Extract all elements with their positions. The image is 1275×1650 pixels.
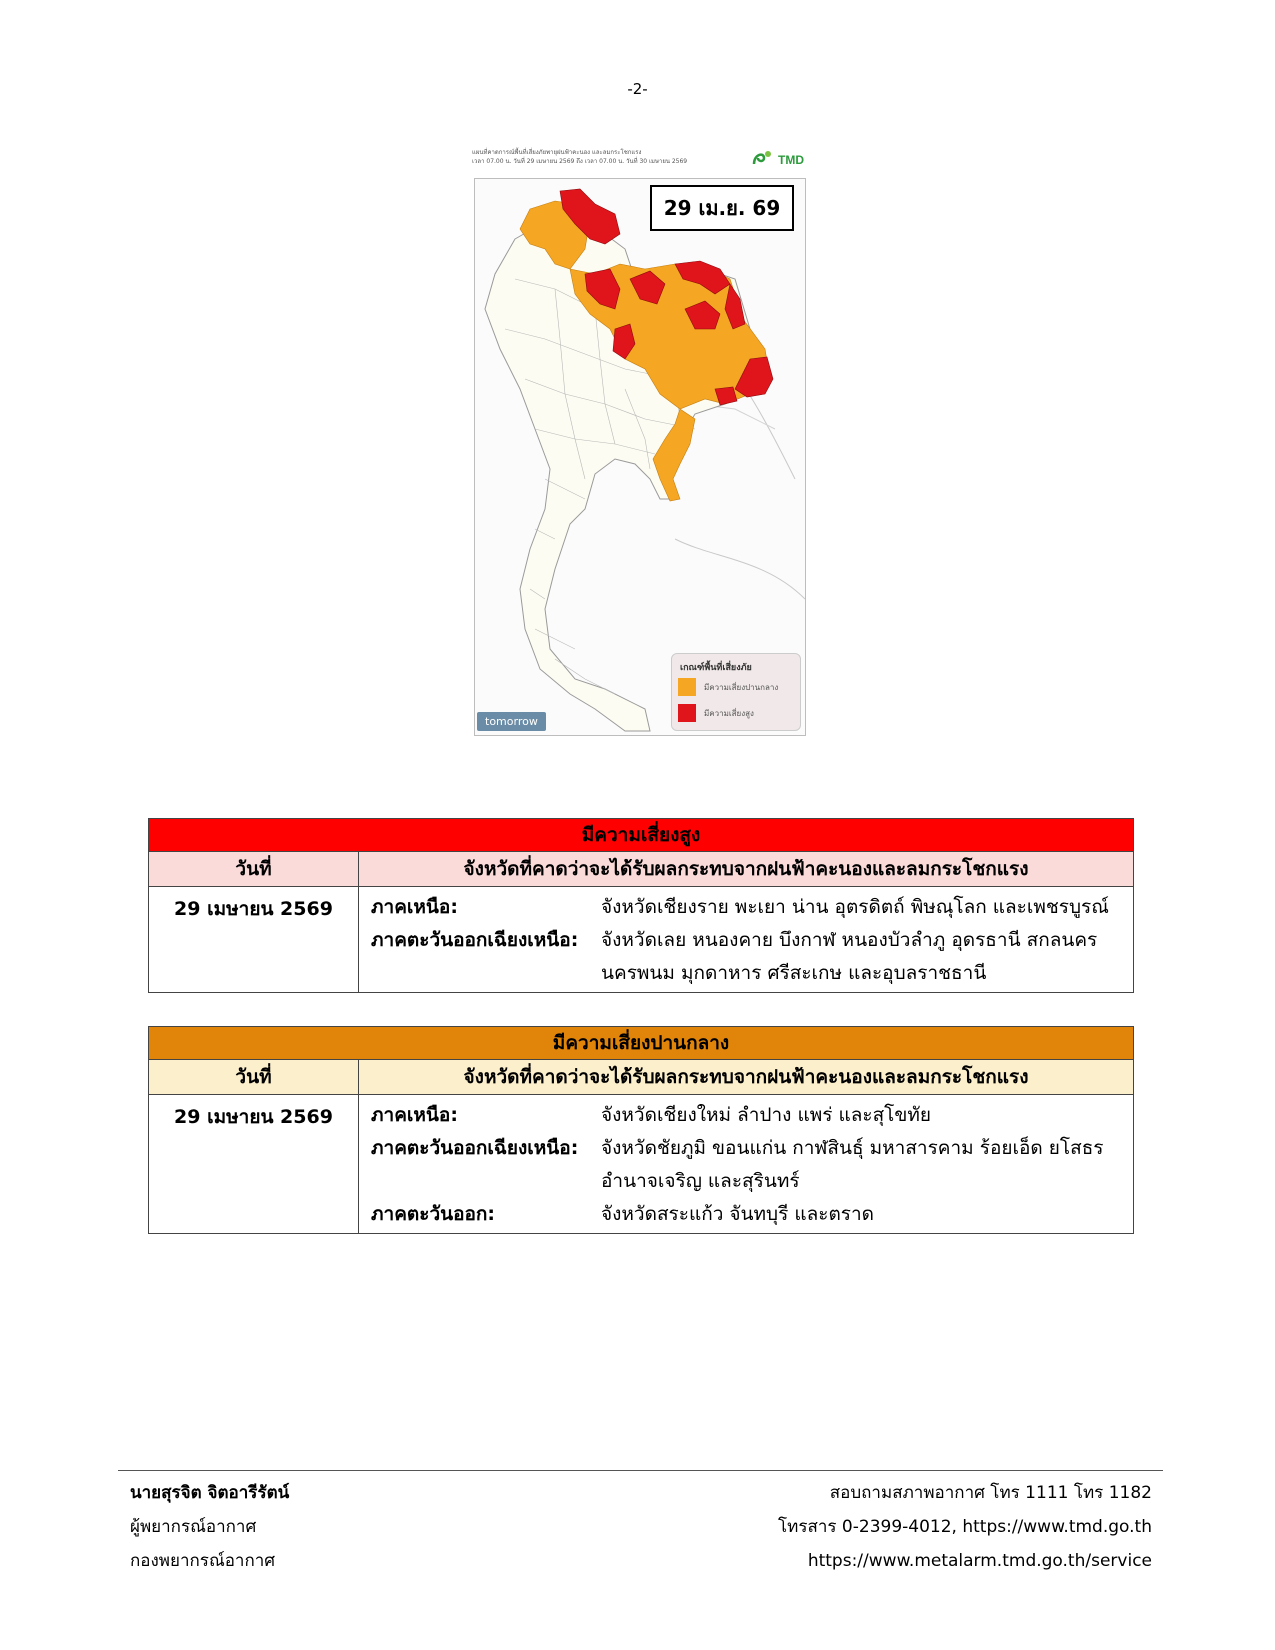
- legend-label-high: มีความเสี่ยงสูง: [704, 708, 754, 718]
- region-provinces: นครพนม มุกดาหาร ศรีสะเกษ และอุบลราชธานี: [601, 962, 987, 984]
- map-date-label: 29 เม.ย. 69: [650, 185, 794, 231]
- region-row: [359, 1165, 1133, 1198]
- legend-swatch-high: [678, 704, 696, 722]
- region-provinces: จังหวัดชัยภูมิ ขอนแก่น กาฬสินธุ์ มหาสารคาม ร้อยเอ็ด ยโสธร: [601, 1137, 1104, 1159]
- region-row: [359, 1132, 1133, 1165]
- tmd-logo-text: TMD: [778, 153, 804, 167]
- high-risk-regions: [359, 887, 1134, 993]
- region-name: ภาคตะวันออก:: [371, 1203, 496, 1225]
- region-row: [359, 924, 1133, 957]
- map-header: [472, 148, 742, 166]
- footer-divider: [118, 1470, 1163, 1471]
- region-name: ภาคตะวันออกเฉียงเหนือ:: [371, 1137, 579, 1159]
- region-name: ภาคเหนือ:: [371, 1104, 458, 1126]
- legend-item-high: [678, 704, 754, 722]
- map-header-line2: เวลา 07.00 น. วันที่ 29 เมษายน 2569 ถึง เวลา 07.00 น. วันที่ 30 เมษายน 2569: [472, 158, 688, 165]
- region-provinces: อำนาจเจริญ และสุรินทร์: [601, 1170, 800, 1192]
- map-header-line1: แผนที่คาดการณ์พื้นที่เสี่ยงภัยพายุฝนฟ้าคะนอง และลมกระโชกแรง: [472, 149, 642, 156]
- region-row: [359, 1099, 1133, 1132]
- forecaster-name: นายสุรจิต จิตอารีรัตน์: [130, 1483, 290, 1503]
- forecaster-position: ผู้พยากรณ์อากาศ: [130, 1517, 257, 1537]
- footer-signature: [130, 1476, 289, 1578]
- contact-fax-website[interactable]: โทรสาร 0-2399-4012, https://www.tmd.go.th: [778, 1517, 1152, 1537]
- forecaster-division: กองพยากรณ์อากาศ: [130, 1551, 276, 1571]
- medium-risk-col-date: วันที่: [149, 1060, 359, 1095]
- region-row: [359, 891, 1133, 924]
- legend-title: เกณฑ์พื้นที่เสี่ยงภัย: [680, 663, 752, 673]
- legend-item-medium: [678, 678, 778, 696]
- medium-risk-date: 29 เมษายน 2569: [149, 1095, 359, 1234]
- region-provinces: จังหวัดเลย หนองคาย บึงกาฬ หนองบัวลำภู อุดรธานี สกลนคร: [601, 929, 1098, 951]
- region-provinces: จังหวัดเชียงราย พะเยา น่าน อุตรดิตถ์ พิษณุโลก และเพชรบูรณ์: [601, 896, 1109, 918]
- legend-swatch-medium: [678, 678, 696, 696]
- contact-phone: สอบถามสภาพอากาศ โทร 1111 โทร 1182: [829, 1483, 1152, 1503]
- high-risk-table: [148, 818, 1134, 993]
- region-name: ภาคเหนือ:: [371, 896, 458, 918]
- region-name: ภาคตะวันออกเฉียงเหนือ:: [371, 929, 579, 951]
- tmd-logo: [750, 148, 812, 170]
- medium-risk-regions: [359, 1095, 1134, 1234]
- legend-label-medium: มีความเสี่ยงปานกลาง: [704, 682, 779, 692]
- high-risk-date: 29 เมษายน 2569: [149, 887, 359, 993]
- map-frame: [474, 178, 806, 736]
- region-provinces: จังหวัดสระแก้ว จันทบุรี และตราด: [601, 1203, 875, 1225]
- page-number: -2-: [627, 80, 648, 98]
- region-row: [359, 1198, 1133, 1231]
- footer-contact: [778, 1476, 1152, 1578]
- contact-service-link[interactable]: https://www.metalarm.tmd.go.th/service: [807, 1551, 1152, 1571]
- region-provinces: จังหวัดเชียงใหม่ ลำปาง แพร่ และสุโขทัย: [601, 1104, 932, 1126]
- high-risk-banner: มีความเสี่ยงสูง: [149, 819, 1134, 852]
- tomorrow-badge: tomorrow: [477, 712, 546, 731]
- high-risk-col-date: วันที่: [149, 852, 359, 887]
- risk-map: [472, 148, 812, 738]
- medium-risk-banner: มีความเสี่ยงปานกลาง: [149, 1027, 1134, 1060]
- medium-risk-table: [148, 1026, 1134, 1234]
- thailand-map: [475, 179, 805, 735]
- region-row: [359, 957, 1133, 990]
- map-legend: [671, 653, 801, 731]
- medium-risk-col-provinces: จังหวัดที่คาดว่าจะได้รับผลกระทบจากฝนฟ้าคะนองและลมกระโชกแรง: [359, 1060, 1134, 1095]
- high-risk-col-provinces: จังหวัดที่คาดว่าจะได้รับผลกระทบจากฝนฟ้าคะนองและลมกระโชกแรง: [359, 852, 1134, 887]
